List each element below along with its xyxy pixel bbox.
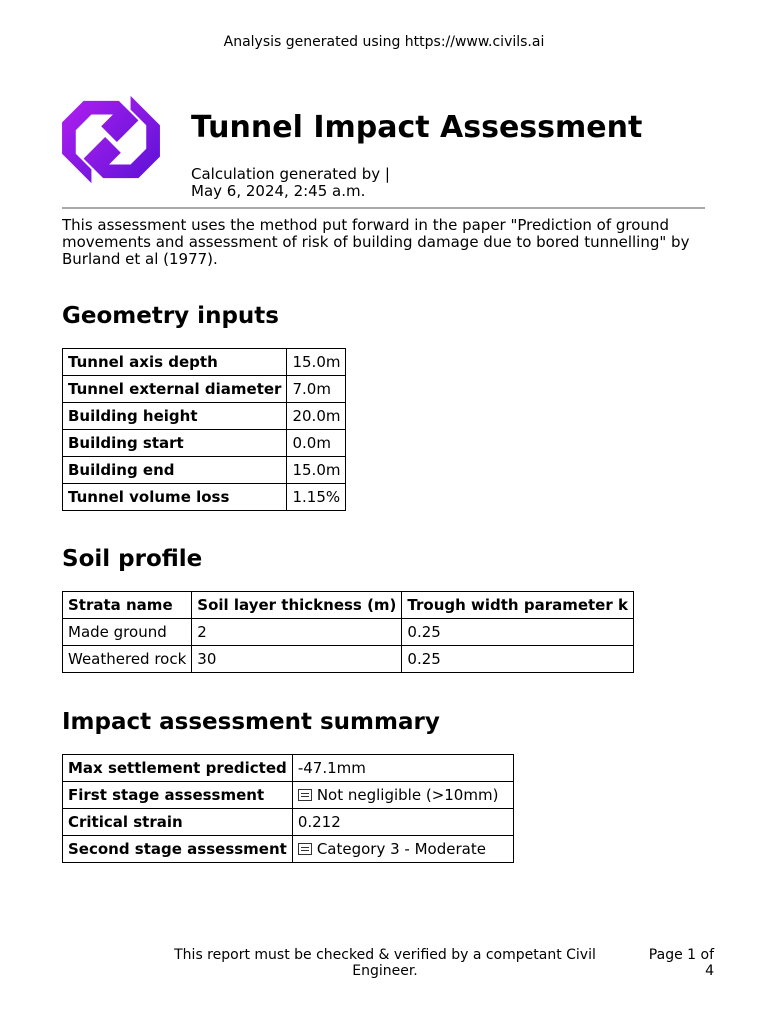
table-cell: 2: [192, 619, 402, 646]
summary-value-cell: [292, 782, 513, 809]
table-row: [63, 782, 514, 809]
geometry-label: Tunnel axis depth: [63, 349, 287, 376]
geometry-label: Building end: [63, 457, 287, 484]
summary-value-cell: [292, 836, 513, 863]
generated-date: May 6, 2024, 2:45 a.m.: [191, 182, 366, 200]
column-header: Trough width parameter k: [402, 592, 634, 619]
summary-label: Max settlement predicted: [63, 755, 293, 782]
table-header-row: [63, 592, 634, 619]
table-row: [63, 349, 346, 376]
status-icon: [298, 843, 312, 855]
table-cell: 0.25: [402, 646, 634, 673]
table-row: [63, 809, 514, 836]
intro-paragraph: This assessment uses the method put forward in the paper "Prediction of ground movements and assessment of risk of building damage due to bored tunnelling" by Burland et al (1977).: [62, 216, 690, 268]
table-row: [63, 403, 346, 430]
table-row: [63, 755, 514, 782]
civils-ai-logo: [62, 93, 160, 186]
table-cell: 0.25: [402, 619, 634, 646]
status-icon: [298, 789, 312, 801]
page-title: Tunnel Impact Assessment: [191, 110, 643, 145]
table-cell: Weathered rock: [63, 646, 192, 673]
table-row: [63, 619, 634, 646]
geometry-table: [62, 348, 346, 511]
geometry-value: 15.0m: [287, 457, 346, 484]
generated-by: Calculation generated by |: [191, 165, 390, 183]
table-row: [63, 376, 346, 403]
summary-value: Category 3 - Moderate: [316, 840, 486, 858]
generated-note: Analysis generated using https://www.civils.ai: [223, 34, 545, 50]
summary-label: First stage assessment: [63, 782, 293, 809]
summary-label: Second stage assessment: [63, 836, 293, 863]
summary-value: -47.1mm: [292, 755, 513, 782]
geometry-label: Tunnel external diameter: [63, 376, 287, 403]
table-row: [63, 646, 634, 673]
column-header: Strata name: [63, 592, 192, 619]
header-divider: [62, 207, 705, 209]
table-row: [63, 430, 346, 457]
column-header: Soil layer thickness (m): [192, 592, 402, 619]
summary-value: Not negligible (>10mm): [316, 786, 499, 804]
soil-table: [62, 591, 634, 673]
summary-label: Critical strain: [63, 809, 293, 836]
geometry-label: Tunnel volume loss: [63, 484, 287, 511]
table-row: [63, 484, 346, 511]
geometry-label: Building start: [63, 430, 287, 457]
soil-heading: Soil profile: [62, 546, 203, 572]
geometry-value: 7.0m: [287, 376, 346, 403]
geometry-value: 15.0m: [287, 349, 346, 376]
geometry-value: 20.0m: [287, 403, 346, 430]
summary-heading: Impact assessment summary: [62, 709, 440, 735]
geometry-label: Building height: [63, 403, 287, 430]
geometry-heading: Geometry inputs: [62, 303, 279, 329]
geometry-value: 1.15%: [287, 484, 346, 511]
table-row: [63, 836, 514, 863]
table-cell: 30: [192, 646, 402, 673]
summary-value: 0.212: [292, 809, 513, 836]
page-number: Page 1 of 4: [648, 947, 714, 979]
generated-by-block: [191, 166, 390, 200]
geometry-value: 0.0m: [287, 430, 346, 457]
table-row: [63, 457, 346, 484]
summary-table: [62, 754, 514, 863]
table-cell: Made ground: [63, 619, 192, 646]
footer-note: This report must be checked & verified by a competant Civil Engineer.: [174, 947, 596, 979]
